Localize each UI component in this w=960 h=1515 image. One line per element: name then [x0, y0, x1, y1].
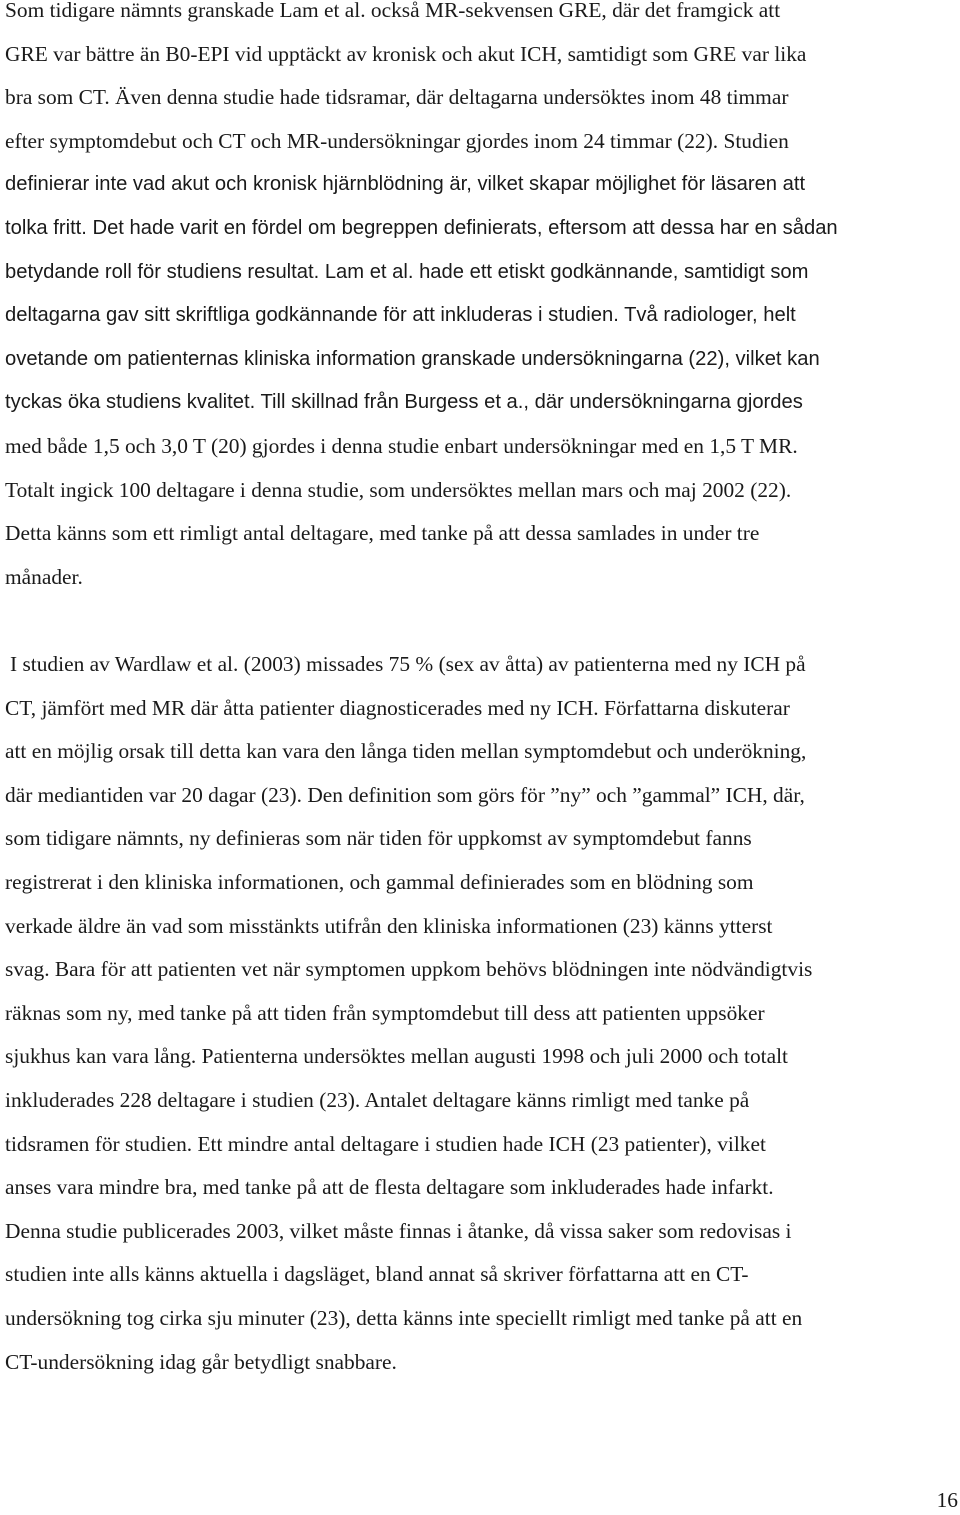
- text-line: månader.: [5, 564, 83, 589]
- text-line: CT, jämfört med MR där åtta patienter diagnosticerades med ny ICH. Författarna diskuterar: [5, 695, 790, 720]
- text-line: svag. Bara för att patienten vet när symptomen uppkom behövs blödningen inte nödvändigtvis: [5, 957, 813, 982]
- text-line: anses vara mindre bra, med tanke på att de flesta deltagare som inkluderades hade infarkt.: [5, 1175, 774, 1200]
- text-line: räknas som ny, med tanke på att tiden från symptomdebut till dess att patienten uppsöker: [5, 1000, 765, 1025]
- text-line: tyckas öka studiens kvalitet. Till skillnad från Burgess et a., där undersökningarna gjordes: [5, 391, 803, 414]
- text-line: studien inte alls känns aktuella i dagsläget, bland annat så skriver författarna att en CT-: [5, 1262, 749, 1287]
- paragraph-wardlaw-et-al: [0, 643, 960, 1384]
- text-line: ovetande om patienternas kliniska information granskade undersökningarna (22), vilket kan: [5, 347, 820, 370]
- text-line: inkluderades 228 deltagare i studien (23). Antalet deltagare känns rimligt med tanke på: [5, 1087, 750, 1112]
- text-line: där mediantiden var 20 dagar (23). Den definition som görs för ”ny” och ”gammal” ICH, där,: [5, 782, 805, 807]
- text-line: GRE var bättre än B0-EPI vid upptäckt av kronisk och akut ICH, samtidigt som GRE var lika: [5, 41, 807, 66]
- text-line: sjukhus kan vara lång. Patienterna undersöktes mellan augusti 1998 och juli 2000 och totalt: [5, 1044, 788, 1069]
- text-line: Denna studie publicerades 2003, vilket måste finnas i åtanke, då vissa saker som redovisas i: [5, 1218, 792, 1243]
- text-line: undersökning tog cirka sju minuter (23), detta känns inte speciellt rimligt med tanke på att en: [5, 1305, 803, 1330]
- text-line: Detta känns som ett rimligt antal deltagare, med tanke på att dessa samlades in under tre: [5, 521, 760, 546]
- text-line: betydande roll för studiens resultat. Lam et al. hade ett etiskt godkännande, samtidigt som: [5, 260, 809, 283]
- text-line: CT-undersökning idag går betydligt snabbare.: [5, 1349, 397, 1374]
- text-line: definierar inte vad akut och kronisk hjärnblödning är, vilket skapar möjlighet för läsaren att: [5, 173, 806, 196]
- text-line: efter symptomdebut och CT och MR-undersökningar gjordes inom 24 timmar (22). Studien: [5, 128, 789, 153]
- text-line: I studien av Wardlaw et al. (2003) missades 75 % (sex av åtta) av patienterna med ny ICH på: [10, 652, 806, 676]
- text-line: Som tidigare nämnts granskade Lam et al. också MR-sekvensen GRE, där det framgick att: [5, 0, 781, 22]
- paragraph-lam-et-al: [0, 0, 960, 599]
- text-line: med både 1,5 och 3,0 T (20) gjordes i denna studie enbart undersökningar med en 1,5 T MR.: [5, 433, 798, 458]
- text-line: tidsramen för studien. Ett mindre antal deltagare i studien hade ICH (23 patienter), vilket: [5, 1131, 766, 1156]
- text-line: tolka fritt. Det hade varit en fördel om begreppen definierats, eftersom att dessa har en sådan: [5, 216, 838, 239]
- text-line: att en möjlig orsak till detta kan vara den långa tiden mellan symptomdebut och underökning,: [5, 739, 807, 764]
- text-line: verkade äldre än vad som misstänkts utifrån den kliniska informationen (23) känns ytterst: [5, 913, 773, 938]
- text-line: deltagarna gav sitt skriftliga godkännande för att inkluderas i studien. Två radiologer, helt: [5, 304, 796, 327]
- text-line: registrerat i den kliniska informationen, och gammal definierades som en blödning som: [5, 869, 754, 894]
- text-line: Totalt ingick 100 deltagare i denna studie, som undersöktes mellan mars och maj 2002 (22).: [5, 477, 792, 502]
- text-line: bra som CT. Även denna studie hade tidsramar, där deltagarna undersöktes inom 48 timmar: [5, 85, 789, 110]
- page-number: 16: [936, 1488, 958, 1512]
- text-line: som tidigare nämnts, ny definieras som när tiden för uppkomst av symptomdebut fanns: [5, 826, 752, 851]
